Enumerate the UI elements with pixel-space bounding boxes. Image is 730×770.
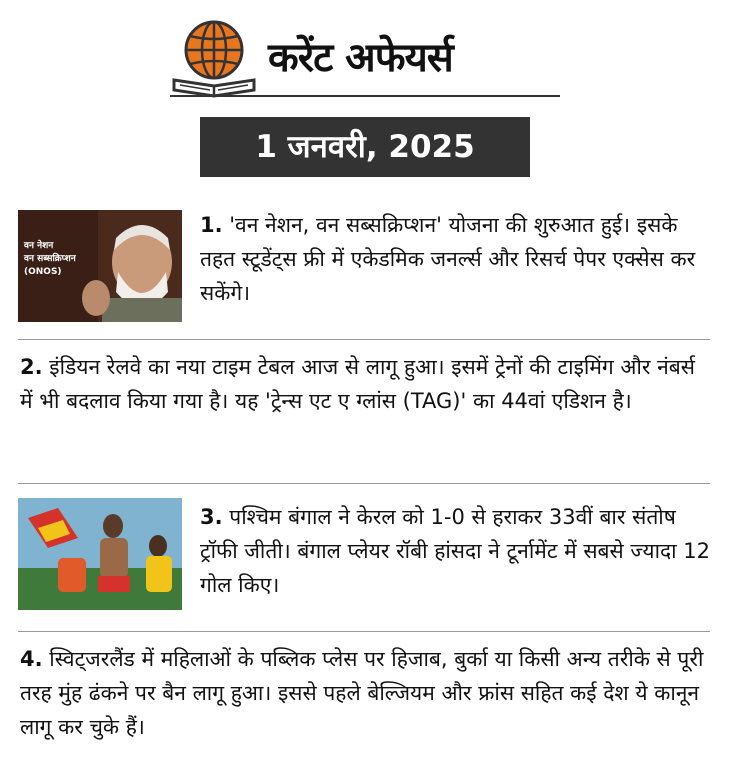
divider xyxy=(18,339,710,340)
news-item-3 xyxy=(200,500,715,602)
item-number: 4. xyxy=(20,647,43,671)
title-underline xyxy=(170,95,560,97)
item-number: 3. xyxy=(200,505,223,529)
item-text: 'वन नेशन, वन सब्सक्रिप्शन' योजना की शुरुआत हुई। इसके तहत स्टूडेंट्स फ्री में एकेडमिक जनर्ल्स और रिसर्च पेपर एक्सेस कर सकेंगे। xyxy=(200,213,696,305)
news-item-4 xyxy=(20,642,710,744)
globe-on-book-icon xyxy=(170,16,258,102)
item-text: स्विट्जरलैंड में महिलाओं के पब्लिक प्लेस पर हिजाब, बुर्का या किसी अन्य तरीके से पूरी तरह मुंह ढंकने पर बैन लागू हुआ। इससे पहले बेल्जियम और फ्रांस सहित कई देश ये कानून लागू कर चुके हैं। xyxy=(20,647,704,739)
divider xyxy=(18,483,710,484)
header xyxy=(170,10,560,100)
item-number: 1. xyxy=(200,213,223,237)
item-number: 2. xyxy=(20,355,43,379)
onos-thumbnail xyxy=(18,210,182,322)
item-text: इंडियन रेलवे का नया टाइम टेबल आज से लागू हुआ। इसमें ट्रेनों की टाइमिंग और नंबर्स में भी बदलाव किया गया है। यह 'ट्रेन्स एट ए ग्लांस (TAG)' का 44वां एडिशन है। xyxy=(20,355,695,413)
news-item-2 xyxy=(20,350,710,418)
item-text: पश्चिम बंगाल ने केरल को 1-0 से हराकर 33वीं बार संतोष ट्रॉफी जीती। बंगाल प्लेयर रॉबी हांसदा ने टूर्नामेंट में सबसे ज्यादा 12 गोल किए। xyxy=(200,505,711,597)
news-item-1 xyxy=(200,208,715,310)
divider xyxy=(18,631,710,632)
thumbnail-caption: वन नेशन वन सब्सक्रिप्शन (ONOS) xyxy=(24,241,76,277)
page-title: करेंट अफेयर्स xyxy=(268,35,453,81)
football-thumbnail xyxy=(18,498,182,610)
date-banner: 1 जनवरी, 2025 xyxy=(200,117,530,177)
